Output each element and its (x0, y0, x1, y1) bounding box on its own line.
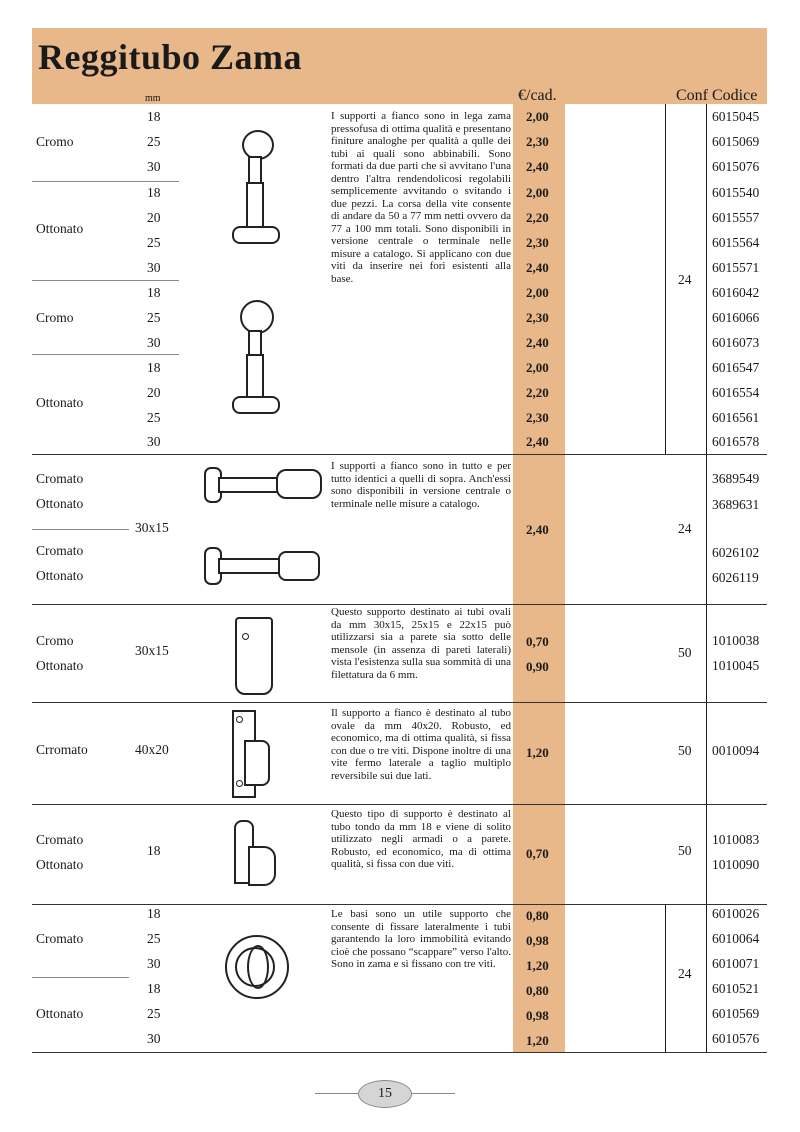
conf-cell: 50 (678, 743, 692, 758)
code-cell: 6015045 (712, 109, 760, 124)
size-cell: 20 (147, 210, 161, 225)
finish-label: Cromo (36, 633, 74, 648)
code-cell: 1010038 (712, 633, 760, 648)
section-divider (32, 702, 767, 703)
size-cell: 18 (147, 360, 161, 375)
round-tube-hook-drawing (230, 820, 278, 888)
section-divider (32, 604, 767, 605)
code-divider (706, 904, 707, 1052)
size-cell: 18 (147, 981, 161, 996)
code-cell: 6016066 (712, 310, 760, 325)
code-cell: 6026102 (712, 545, 760, 560)
price-cell: 0,98 (526, 933, 549, 948)
price-cell: 1,20 (526, 1033, 549, 1048)
mm-label: mm (145, 93, 161, 104)
page-number-rule (412, 1093, 455, 1094)
price-cell: 2,40 (526, 335, 549, 350)
flange-base-drawing (225, 935, 289, 999)
code-header: Codice (712, 87, 758, 104)
size-cell: 30 (147, 434, 161, 449)
wall-bracket-round-drawing (230, 300, 290, 420)
finish-divider (32, 977, 129, 978)
conf-cell: 24 (678, 521, 692, 536)
size-cell: 18 (147, 109, 161, 124)
price-cell: 1,20 (526, 958, 549, 973)
price-cell: 2,00 (526, 285, 549, 300)
wall-bracket-oval-drawing (200, 545, 320, 587)
code-cell: 3689549 (712, 471, 760, 486)
description-text: Questo supporto destinato ai tubi ovali da mm 30x15, 25x15 e 22x15 può utilizzarsi sia a parete sia sotto delle mensole (in assenza di pareti laterali) vista l'esistenza sulla sua sommità di una filettatura da 6 mm. (331, 606, 511, 681)
price-cell: 1,20 (526, 745, 549, 760)
code-cell: 6016578 (712, 434, 760, 449)
code-cell: 6016554 (712, 385, 760, 400)
wall-bracket-round-drawing (230, 130, 290, 250)
size-cell: 18 (147, 843, 161, 858)
page-number-rule (315, 1093, 358, 1094)
finish-label: Cromato (36, 832, 84, 847)
price-cell: 0,80 (526, 908, 549, 923)
finish-label: Ottonato (36, 496, 84, 511)
conf-cell: 50 (678, 645, 692, 660)
conf-divider (665, 904, 666, 1052)
code-cell: 6016547 (712, 360, 760, 375)
price-cell: 0,70 (526, 846, 549, 861)
price-header: €/cad. (518, 87, 557, 104)
code-cell: 6016073 (712, 335, 760, 350)
size-cell: 25 (147, 1006, 161, 1021)
size-cell: 30x15 (135, 520, 169, 535)
price-cell: 2,30 (526, 235, 549, 250)
price-cell: 0,90 (526, 659, 549, 674)
oval-clip-bracket-drawing (233, 617, 273, 697)
description-text: I supporti a fianco sono in lega zama pressofusa di ottima qualità e presentano finiture analoghe per qualità a qulle dei tubi ai quali sono abbinabili. Sono formati da due parti che si avvitano l'una dentro l'altra rendendolicosi regolabili semplicemente avvitando o svitando i due pezzi. La corsa della vite consente di andare da 50 a 77 mm netti ovvero da 77 a 100 mm totali. Sono disponibili in versione centrale o terminale nelle misure a catalogo. Si applicano con due viti da inserire nei fori esistenti alla base. (331, 110, 511, 285)
finish-label: Cromato (36, 471, 84, 486)
size-cell: 18 (147, 906, 161, 921)
code-divider (706, 454, 707, 604)
price-cell: 2,30 (526, 134, 549, 149)
price-cell: 2,00 (526, 185, 549, 200)
code-cell: 1010090 (712, 857, 760, 872)
code-divider (706, 604, 707, 702)
finish-label: Cromo (36, 134, 74, 149)
section-divider (32, 454, 767, 455)
size-cell: 25 (147, 931, 161, 946)
finish-label: Ottonato (36, 1006, 84, 1021)
code-divider (706, 702, 707, 804)
code-cell: 3689631 (712, 497, 760, 512)
finish-label: Crromato (36, 742, 88, 757)
description-text: I supporti a fianco sono in tutto e per tutto identici a quelli di sopra. Anch'essi sono disponibili in versione centrale o terminale nelle misure a catalogo. (331, 460, 511, 510)
price-cell: 2,40 (526, 260, 549, 275)
code-cell: 6010569 (712, 1006, 760, 1021)
finish-divider (32, 354, 179, 355)
finish-label: Cromato (36, 931, 84, 946)
size-cell: 30 (147, 260, 161, 275)
size-cell: 40x20 (135, 742, 169, 757)
code-cell: 6015069 (712, 134, 760, 149)
section-divider (32, 1052, 767, 1053)
finish-divider (32, 280, 179, 281)
conf-cell: 24 (678, 966, 692, 981)
code-cell: 6015557 (712, 210, 760, 225)
code-cell: 6010521 (712, 981, 760, 996)
finish-divider (32, 181, 179, 182)
code-cell: 0010094 (712, 743, 760, 758)
code-cell: 6010064 (712, 931, 760, 946)
conf-header: Conf (676, 87, 708, 104)
price-cell: 2,20 (526, 385, 549, 400)
page-number: 15 (358, 1080, 412, 1108)
size-cell: 18 (147, 285, 161, 300)
description-text: Il supporto a fianco è destinato al tubo ovale da mm 40x20. Robusto, ed economico, ma di ottima qualità, si fissa con due o tre viti. Dispone inoltre di una vite fermo laterale a taglio multiplo reversibile sui due lati. (331, 707, 511, 782)
size-cell: 25 (147, 410, 161, 425)
code-cell: 6016042 (712, 285, 760, 300)
code-cell: 6010026 (712, 906, 760, 921)
finish-divider (32, 529, 129, 530)
size-cell: 25 (147, 235, 161, 250)
price-cell: 2,00 (526, 360, 549, 375)
price-cell: 2,30 (526, 310, 549, 325)
finish-label: Ottonato (36, 658, 84, 673)
code-cell: 6015571 (712, 260, 760, 275)
price-cell: 2,40 (526, 522, 549, 537)
price-cell: 2,00 (526, 109, 549, 124)
conf-divider (665, 104, 666, 454)
code-cell: 6016561 (712, 410, 760, 425)
size-cell: 20 (147, 385, 161, 400)
description-text: Le basi sono un utile supporto che consente di fissare lateralmente i tubi garantendo la loro immobilità evitando cioè che possano “scappare” verso l'alto. Sono in zama e si fissano con tre viti. (331, 908, 511, 970)
price-cell: 2,30 (526, 410, 549, 425)
price-cell: 2,40 (526, 434, 549, 449)
size-cell: 30 (147, 159, 161, 174)
code-cell: 6015076 (712, 159, 760, 174)
size-cell: 30 (147, 956, 161, 971)
wall-bracket-oval-drawing (200, 465, 320, 505)
conf-cell: 50 (678, 843, 692, 858)
finish-label: Ottonato (36, 395, 84, 410)
description-text: Questo tipo di supporto è destinato al tubo tondo da mm 18 e viene di solito utilizzato negli armadi o a parete. Robusto, ed economico, ma di ottima qualità, si fissa con due viti. (331, 808, 511, 870)
section-divider (32, 804, 767, 805)
section-divider (32, 904, 767, 905)
price-cell: 2,40 (526, 159, 549, 174)
code-divider (706, 804, 707, 904)
finish-label: Ottonato (36, 857, 84, 872)
price-cell: 0,80 (526, 983, 549, 998)
size-cell: 25 (147, 310, 161, 325)
code-cell: 6026119 (712, 570, 759, 585)
price-cell: 2,20 (526, 210, 549, 225)
oval-bracket-with-screw-drawing (230, 710, 270, 800)
size-cell: 25 (147, 134, 161, 149)
code-cell: 6015564 (712, 235, 760, 250)
code-cell: 1010083 (712, 832, 760, 847)
code-cell: 6015540 (712, 185, 760, 200)
price-cell: 0,70 (526, 634, 549, 649)
code-cell: 1010045 (712, 658, 760, 673)
finish-label: Cromo (36, 310, 74, 325)
finish-label: Ottonato (36, 568, 84, 583)
size-cell: 30x15 (135, 643, 169, 658)
conf-cell: 24 (678, 272, 692, 287)
finish-label: Cromato (36, 543, 84, 558)
size-cell: 30 (147, 335, 161, 350)
code-cell: 6010576 (712, 1031, 760, 1046)
size-cell: 30 (147, 1031, 161, 1046)
code-cell: 6010071 (712, 956, 760, 971)
finish-label: Ottonato (36, 221, 84, 236)
size-cell: 18 (147, 185, 161, 200)
code-divider (706, 104, 707, 454)
page-title: Reggitubo Zama (38, 37, 303, 77)
price-cell: 0,98 (526, 1008, 549, 1023)
